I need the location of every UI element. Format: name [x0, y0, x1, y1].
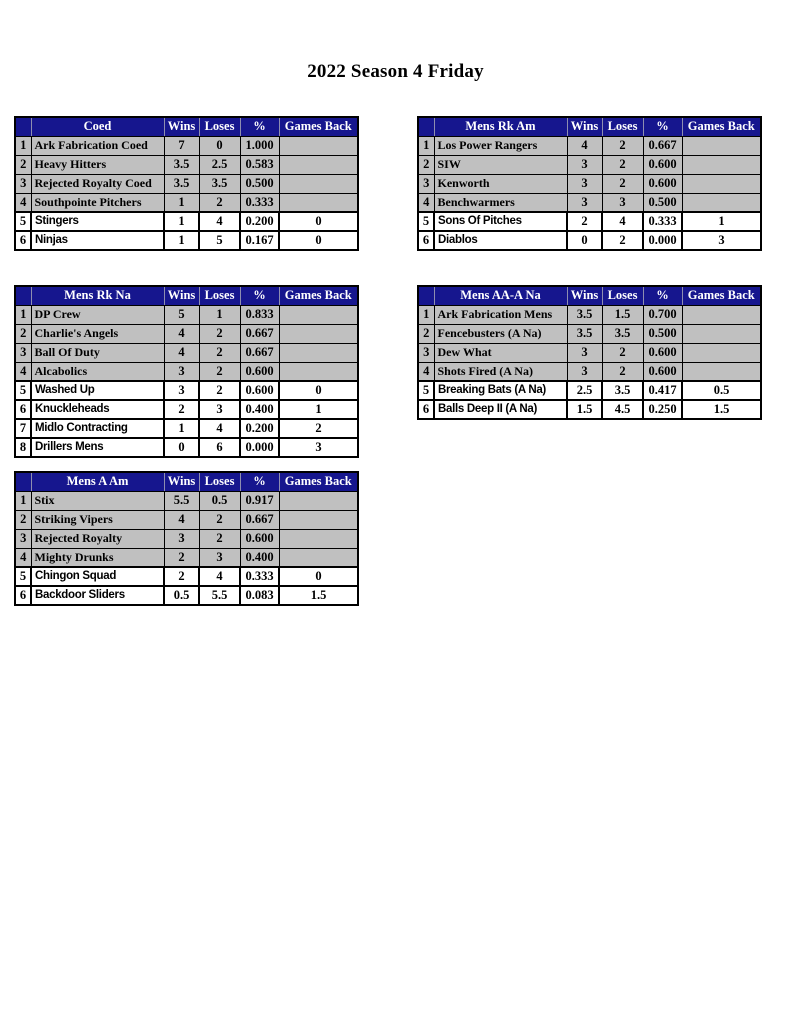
rank-column-header: [15, 117, 31, 136]
games-back-cell: [279, 491, 358, 510]
team-row: [15, 212, 358, 231]
wins-cell: 4: [164, 343, 199, 362]
column-header-games-back: Games Back: [682, 286, 761, 305]
pct-cell: 0.600: [240, 529, 279, 548]
games-back-cell: [682, 174, 761, 193]
rank-cell: 1: [15, 491, 31, 510]
games-back-cell: 0: [279, 567, 358, 586]
team-name-cell: Stix: [31, 491, 164, 510]
loses-cell: 2.5: [199, 155, 240, 174]
wins-cell: 1: [164, 212, 199, 231]
team-name-cell: Breaking Bats (A Na): [434, 381, 567, 400]
team-row: [15, 510, 358, 529]
wins-cell: 3: [164, 381, 199, 400]
team-row: [15, 305, 358, 324]
games-back-cell: 1.5: [279, 586, 358, 605]
team-row: [418, 193, 761, 212]
wins-cell: 3.5: [567, 324, 602, 343]
column-header-wins: Wins: [567, 286, 602, 305]
table-title: Coed: [31, 117, 164, 136]
pct-cell: 0.583: [240, 155, 279, 174]
team-name-cell: Washed Up: [31, 381, 164, 400]
loses-cell: 3.5: [199, 174, 240, 193]
rank-cell: 7: [15, 419, 31, 438]
loses-cell: 4: [199, 419, 240, 438]
wins-cell: 3.5: [567, 305, 602, 324]
team-name-cell: Dew What: [434, 343, 567, 362]
wins-cell: 7: [164, 136, 199, 155]
team-name-cell: Midlo Contracting: [31, 419, 164, 438]
rank-cell: 4: [418, 362, 434, 381]
column-header-pct: %: [240, 472, 279, 491]
rank-column-header: [418, 286, 434, 305]
loses-cell: 0: [199, 136, 240, 155]
team-row: [15, 491, 358, 510]
games-back-cell: [279, 193, 358, 212]
wins-cell: 2: [164, 400, 199, 419]
loses-cell: 3.5: [602, 324, 643, 343]
games-back-cell: [279, 529, 358, 548]
pct-cell: 0.600: [240, 381, 279, 400]
team-name-cell: Rejected Royalty: [31, 529, 164, 548]
pct-cell: 0.333: [240, 567, 279, 586]
standings-table: [14, 471, 359, 606]
rank-column-header: [15, 472, 31, 491]
rank-cell: 1: [418, 305, 434, 324]
pct-cell: 0.917: [240, 491, 279, 510]
team-name-cell: DP Crew: [31, 305, 164, 324]
pct-cell: 0.667: [240, 510, 279, 529]
table-title: Mens A Am: [31, 472, 164, 491]
column-header-wins: Wins: [567, 117, 602, 136]
pct-cell: 0.700: [643, 305, 682, 324]
games-back-cell: [682, 193, 761, 212]
column-header-pct: %: [643, 117, 682, 136]
wins-cell: 1: [164, 193, 199, 212]
wins-cell: 1: [164, 419, 199, 438]
standings-table-container: [417, 285, 762, 420]
column-header-wins: Wins: [164, 286, 199, 305]
pct-cell: 0.200: [240, 419, 279, 438]
rank-cell: 3: [15, 343, 31, 362]
loses-cell: 2: [199, 324, 240, 343]
pct-cell: 0.500: [643, 324, 682, 343]
games-back-cell: [279, 510, 358, 529]
games-back-cell: [279, 343, 358, 362]
team-name-cell: Kenworth: [434, 174, 567, 193]
rank-cell: 5: [418, 381, 434, 400]
rank-cell: 6: [15, 231, 31, 250]
games-back-cell: [682, 305, 761, 324]
header-row: [418, 286, 761, 305]
team-name-cell: Fencebusters (A Na): [434, 324, 567, 343]
column-header-loses: Loses: [602, 286, 643, 305]
rank-cell: 6: [418, 231, 434, 250]
team-row: [418, 305, 761, 324]
wins-cell: 3.5: [164, 174, 199, 193]
team-name-cell: Backdoor Sliders: [31, 586, 164, 605]
team-name-cell: Heavy Hitters: [31, 155, 164, 174]
pct-cell: 0.667: [240, 324, 279, 343]
loses-cell: 2: [199, 529, 240, 548]
pct-cell: 0.667: [240, 343, 279, 362]
games-back-cell: 0.5: [682, 381, 761, 400]
team-name-cell: Southpointe Pitchers: [31, 193, 164, 212]
wins-cell: 1: [164, 231, 199, 250]
games-back-cell: [682, 155, 761, 174]
header-row: [418, 117, 761, 136]
team-name-cell: Ark Fabrication Mens: [434, 305, 567, 324]
team-name-cell: Chingon Squad: [31, 567, 164, 586]
wins-cell: 3: [164, 529, 199, 548]
column-header-games-back: Games Back: [279, 472, 358, 491]
games-back-cell: 3: [279, 438, 358, 457]
games-back-cell: [279, 305, 358, 324]
team-row: [15, 136, 358, 155]
rank-cell: 2: [418, 324, 434, 343]
pct-cell: 0.200: [240, 212, 279, 231]
team-name-cell: Mighty Drunks: [31, 548, 164, 567]
rank-cell: 6: [418, 400, 434, 419]
pct-cell: 0.600: [643, 155, 682, 174]
team-row: [15, 567, 358, 586]
page-title: 2022 Season 4 Friday: [307, 61, 484, 82]
pct-cell: 0.833: [240, 305, 279, 324]
team-name-cell: Stingers: [31, 212, 164, 231]
games-back-cell: [279, 324, 358, 343]
rank-cell: 4: [15, 362, 31, 381]
loses-cell: 2: [199, 510, 240, 529]
games-back-cell: [279, 548, 358, 567]
rank-cell: 3: [418, 343, 434, 362]
loses-cell: 3: [199, 400, 240, 419]
team-row: [15, 362, 358, 381]
team-row: [418, 400, 761, 419]
loses-cell: 2: [199, 343, 240, 362]
team-name-cell: Striking Vipers: [31, 510, 164, 529]
team-name-cell: SIW: [434, 155, 567, 174]
loses-cell: 0.5: [199, 491, 240, 510]
wins-cell: 2: [567, 212, 602, 231]
rank-column-header: [15, 286, 31, 305]
rank-cell: 3: [15, 529, 31, 548]
wins-cell: 3.5: [164, 155, 199, 174]
games-back-cell: 1.5: [682, 400, 761, 419]
team-row: [15, 529, 358, 548]
team-name-cell: Diablos: [434, 231, 567, 250]
rank-column-header: [418, 117, 434, 136]
rank-cell: 2: [418, 155, 434, 174]
rank-cell: 1: [418, 136, 434, 155]
pct-cell: 0.167: [240, 231, 279, 250]
wins-cell: 3: [567, 193, 602, 212]
loses-cell: 2: [199, 193, 240, 212]
team-name-cell: Shots Fired (A Na): [434, 362, 567, 381]
wins-cell: 3: [567, 343, 602, 362]
rank-cell: 1: [15, 136, 31, 155]
column-header-wins: Wins: [164, 472, 199, 491]
team-row: [15, 586, 358, 605]
loses-cell: 3: [199, 548, 240, 567]
standings-table: [14, 116, 359, 251]
team-row: [15, 324, 358, 343]
wins-cell: 4: [164, 510, 199, 529]
games-back-cell: 1: [682, 212, 761, 231]
column-header-wins: Wins: [164, 117, 199, 136]
team-row: [418, 343, 761, 362]
wins-cell: 2: [164, 567, 199, 586]
loses-cell: 4.5: [602, 400, 643, 419]
team-name-cell: Drillers Mens: [31, 438, 164, 457]
standings-table-container: [417, 116, 762, 251]
loses-cell: 1.5: [602, 305, 643, 324]
loses-cell: 3: [602, 193, 643, 212]
loses-cell: 4: [199, 567, 240, 586]
team-row: [418, 362, 761, 381]
standings-table: [417, 116, 762, 251]
standings-table-container: [14, 285, 359, 458]
team-row: [418, 155, 761, 174]
team-name-cell: Charlie's Angels: [31, 324, 164, 343]
rank-cell: 4: [418, 193, 434, 212]
table-title: Mens Rk Na: [31, 286, 164, 305]
team-row: [418, 231, 761, 250]
rank-cell: 2: [15, 155, 31, 174]
column-header-pct: %: [643, 286, 682, 305]
pct-cell: 0.083: [240, 586, 279, 605]
pct-cell: 0.000: [643, 231, 682, 250]
loses-cell: 2: [602, 362, 643, 381]
loses-cell: 3.5: [602, 381, 643, 400]
column-header-loses: Loses: [602, 117, 643, 136]
wins-cell: 2.5: [567, 381, 602, 400]
column-header-games-back: Games Back: [682, 117, 761, 136]
games-back-cell: 0: [279, 381, 358, 400]
team-name-cell: Knuckleheads: [31, 400, 164, 419]
column-header-pct: %: [240, 117, 279, 136]
loses-cell: 5.5: [199, 586, 240, 605]
team-row: [15, 174, 358, 193]
team-name-cell: Benchwarmers: [434, 193, 567, 212]
team-row: [15, 548, 358, 567]
team-name-cell: Ark Fabrication Coed: [31, 136, 164, 155]
header-row: [15, 117, 358, 136]
wins-cell: 1.5: [567, 400, 602, 419]
header-row: [15, 286, 358, 305]
standings-table: [14, 285, 359, 458]
wins-cell: 3: [567, 174, 602, 193]
loses-cell: 6: [199, 438, 240, 457]
games-back-cell: 1: [279, 400, 358, 419]
team-row: [15, 381, 358, 400]
team-row: [15, 155, 358, 174]
column-header-games-back: Games Back: [279, 286, 358, 305]
column-header-loses: Loses: [199, 117, 240, 136]
team-name-cell: Alcabolics: [31, 362, 164, 381]
games-back-cell: [279, 155, 358, 174]
wins-cell: 3: [567, 362, 602, 381]
standings-table-container: [14, 471, 359, 606]
team-row: [418, 212, 761, 231]
table-title: Mens Rk Am: [434, 117, 567, 136]
rank-cell: 5: [15, 567, 31, 586]
loses-cell: 2: [199, 362, 240, 381]
standings-table: [417, 285, 762, 420]
pct-cell: 0.333: [240, 193, 279, 212]
team-row: [418, 136, 761, 155]
wins-cell: 4: [164, 324, 199, 343]
rank-cell: 6: [15, 586, 31, 605]
team-name-cell: Sons Of Pitches: [434, 212, 567, 231]
rank-cell: 3: [418, 174, 434, 193]
column-header-pct: %: [240, 286, 279, 305]
games-back-cell: [682, 343, 761, 362]
loses-cell: 2: [602, 174, 643, 193]
team-name-cell: Balls Deep II (A Na): [434, 400, 567, 419]
rank-cell: 5: [15, 381, 31, 400]
pct-cell: 0.500: [240, 174, 279, 193]
games-back-cell: [279, 362, 358, 381]
team-row: [15, 419, 358, 438]
games-back-cell: [682, 362, 761, 381]
rank-cell: 5: [15, 212, 31, 231]
wins-cell: 2: [164, 548, 199, 567]
team-row: [418, 381, 761, 400]
team-name-cell: Ninjas: [31, 231, 164, 250]
wins-cell: 3: [164, 362, 199, 381]
team-row: [15, 343, 358, 362]
games-back-cell: 3: [682, 231, 761, 250]
team-name-cell: Rejected Royalty Coed: [31, 174, 164, 193]
team-row: [15, 438, 358, 457]
team-row: [418, 324, 761, 343]
pct-cell: 0.333: [643, 212, 682, 231]
pct-cell: 0.600: [643, 343, 682, 362]
rank-cell: 3: [15, 174, 31, 193]
loses-cell: 4: [602, 212, 643, 231]
games-back-cell: [279, 174, 358, 193]
games-back-cell: [682, 136, 761, 155]
team-name-cell: Los Power Rangers: [434, 136, 567, 155]
team-row: [418, 174, 761, 193]
table-title: Mens AA-A Na: [434, 286, 567, 305]
wins-cell: 5: [164, 305, 199, 324]
rank-cell: 4: [15, 548, 31, 567]
pct-cell: 0.600: [240, 362, 279, 381]
loses-cell: 5: [199, 231, 240, 250]
team-row: [15, 193, 358, 212]
header-row: [15, 472, 358, 491]
column-header-games-back: Games Back: [279, 117, 358, 136]
pct-cell: 0.500: [643, 193, 682, 212]
games-back-cell: 0: [279, 231, 358, 250]
wins-cell: 3: [567, 155, 602, 174]
games-back-cell: [682, 324, 761, 343]
wins-cell: 0.5: [164, 586, 199, 605]
pct-cell: 0.400: [240, 400, 279, 419]
column-header-loses: Loses: [199, 286, 240, 305]
rank-cell: 6: [15, 400, 31, 419]
games-back-cell: 0: [279, 212, 358, 231]
wins-cell: 4: [567, 136, 602, 155]
pct-cell: 0.600: [643, 362, 682, 381]
wins-cell: 5.5: [164, 491, 199, 510]
loses-cell: 4: [199, 212, 240, 231]
rank-cell: 5: [418, 212, 434, 231]
pct-cell: 0.250: [643, 400, 682, 419]
loses-cell: 2: [602, 155, 643, 174]
rank-cell: 1: [15, 305, 31, 324]
rank-cell: 8: [15, 438, 31, 457]
loses-cell: 2: [602, 343, 643, 362]
column-header-loses: Loses: [199, 472, 240, 491]
wins-cell: 0: [567, 231, 602, 250]
pct-cell: 0.667: [643, 136, 682, 155]
pct-cell: 0.600: [643, 174, 682, 193]
loses-cell: 2: [199, 381, 240, 400]
loses-cell: 1: [199, 305, 240, 324]
rank-cell: 2: [15, 510, 31, 529]
rank-cell: 4: [15, 193, 31, 212]
team-name-cell: Ball Of Duty: [31, 343, 164, 362]
wins-cell: 0: [164, 438, 199, 457]
standings-table-container: [14, 116, 359, 251]
rank-cell: 2: [15, 324, 31, 343]
games-back-cell: [279, 136, 358, 155]
pct-cell: 0.400: [240, 548, 279, 567]
team-row: [15, 231, 358, 250]
loses-cell: 2: [602, 136, 643, 155]
team-row: [15, 400, 358, 419]
loses-cell: 2: [602, 231, 643, 250]
pct-cell: 1.000: [240, 136, 279, 155]
pct-cell: 0.000: [240, 438, 279, 457]
pct-cell: 0.417: [643, 381, 682, 400]
games-back-cell: 2: [279, 419, 358, 438]
